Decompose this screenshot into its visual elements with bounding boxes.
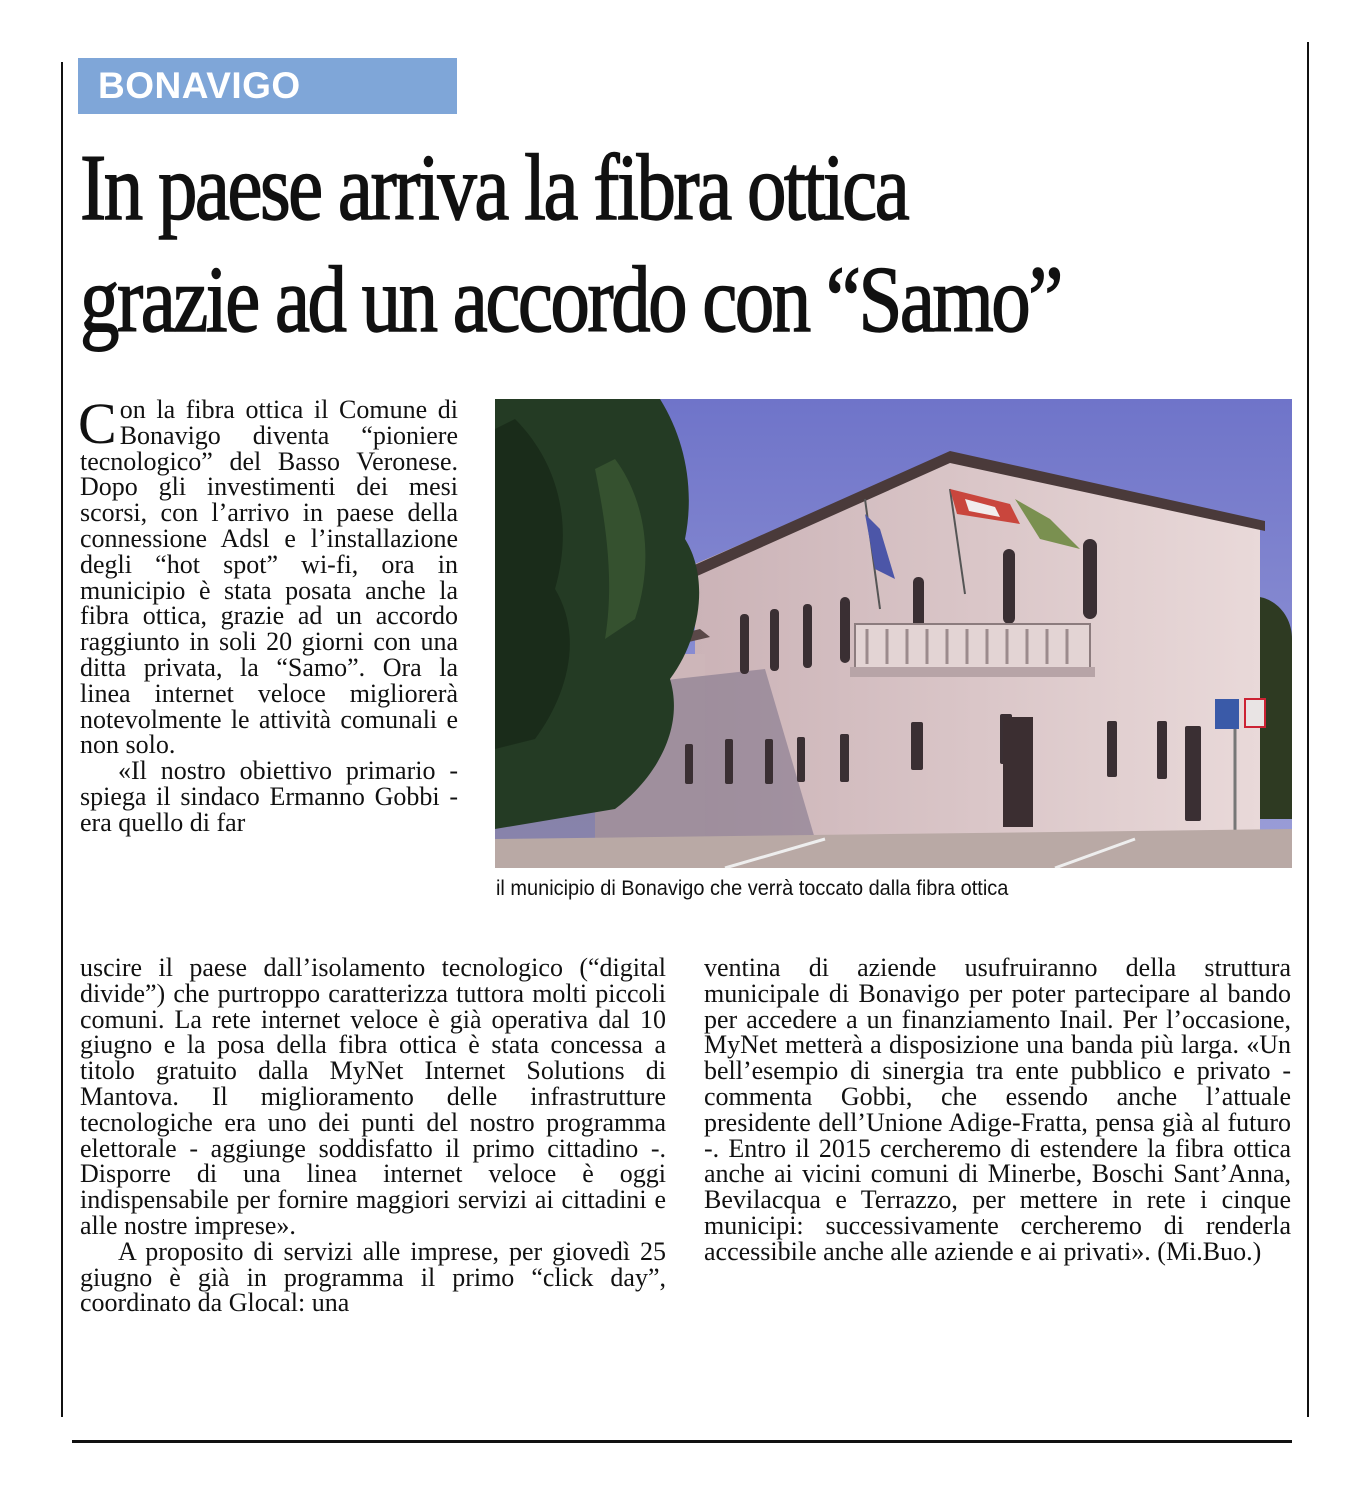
paragraph-3: A proposito di servizi alle imprese, per giovedì 25 giugno è già in programma il primo “click day”, coordinato da Glocal: una bbox=[80, 1236, 666, 1318]
town-hall-photo bbox=[495, 399, 1292, 868]
bottom-rule bbox=[72, 1440, 1292, 1443]
article-column-left-bottom bbox=[80, 955, 666, 1316]
paragraph-1: on la fibra ottica il Comune di Bonavigo diventa “pioniere tecnologico” del Basso Veronese. Dopo gli investimenti dei mesi scorsi, con l’arrivo in paese della connessione Adsl e l’installazione degli “hot spot” wi-fi, ora in municipio è stata posata anche la fibra ottica, grazie ad un accordo raggiunto in soli 20 giorni con una ditta privata, la “Samo”. Ora la linea internet veloce migliorerà notevolmente le attività comunali e non solo. bbox=[80, 395, 458, 760]
right-column-rule bbox=[1307, 42, 1309, 1417]
section-kicker: BONAVIGO bbox=[78, 58, 457, 114]
headline-line-1: In paese arriva la fibra ottica bbox=[80, 136, 908, 240]
paragraph-2-continued: uscire il paese dall’isolamento tecnologico (“digital divide”) che purtroppo caratterizza tuttora molti piccoli comuni. La rete internet veloce è già operativa dal 10 giugno e la posa della fibra ottica è stata concessa a titolo gratuito dalla MyNet Internet Solutions di Mantova. Il miglioramento delle infrastrutture tecnologiche era uno dei punti del nostro programma elettorale - aggiunge soddisfatto il primo cittadino -. Disporre di una linea internet veloce è oggi indispensabile per fornire maggiori servizi ai cittadini e alle nostre imprese». bbox=[80, 953, 666, 1240]
drop-cap: C bbox=[78, 391, 117, 456]
left-column-rule bbox=[61, 62, 63, 1417]
article-headline bbox=[80, 132, 1061, 356]
paragraph-4: ventina di aziende usufruiranno della struttura municipale di Bonavigo per poter partecipare al bando per accedere a un finanziamento Inail. Per l’occasione, MyNet metterà a disposizione una banda più larga. «Un bell’esempio di sinergia tra ente pubblico e privato - commenta Gobbi, che essendo anche l’attuale presidente dell’Unione Adige-Fratta, pensa già al futuro -. Entro il 2015 cercheremo di estendere la fibra ottica anche ai vicini comuni di Minerbe, Boschi Sant’Anna, Bevilacqua e Terrazzo, per mettere in rete i cinque municipi: successivamente cercheremo di renderla accessibile anche alle aziende e ai privati». (Mi.Buo.) bbox=[704, 953, 1291, 1266]
article-column-left-top bbox=[78, 391, 458, 837]
paragraph-2-start: «Il nostro obiettivo primario - spiega il sindaco Ermanno Gobbi - era quello di far bbox=[80, 756, 458, 837]
headline-line-2: grazie ad un accordo con “Samo” bbox=[80, 248, 1061, 352]
article-column-right bbox=[704, 955, 1291, 1265]
photo-caption: il municipio di Bonavigo che verrà toccato dalla fibra ottica bbox=[496, 877, 1009, 900]
